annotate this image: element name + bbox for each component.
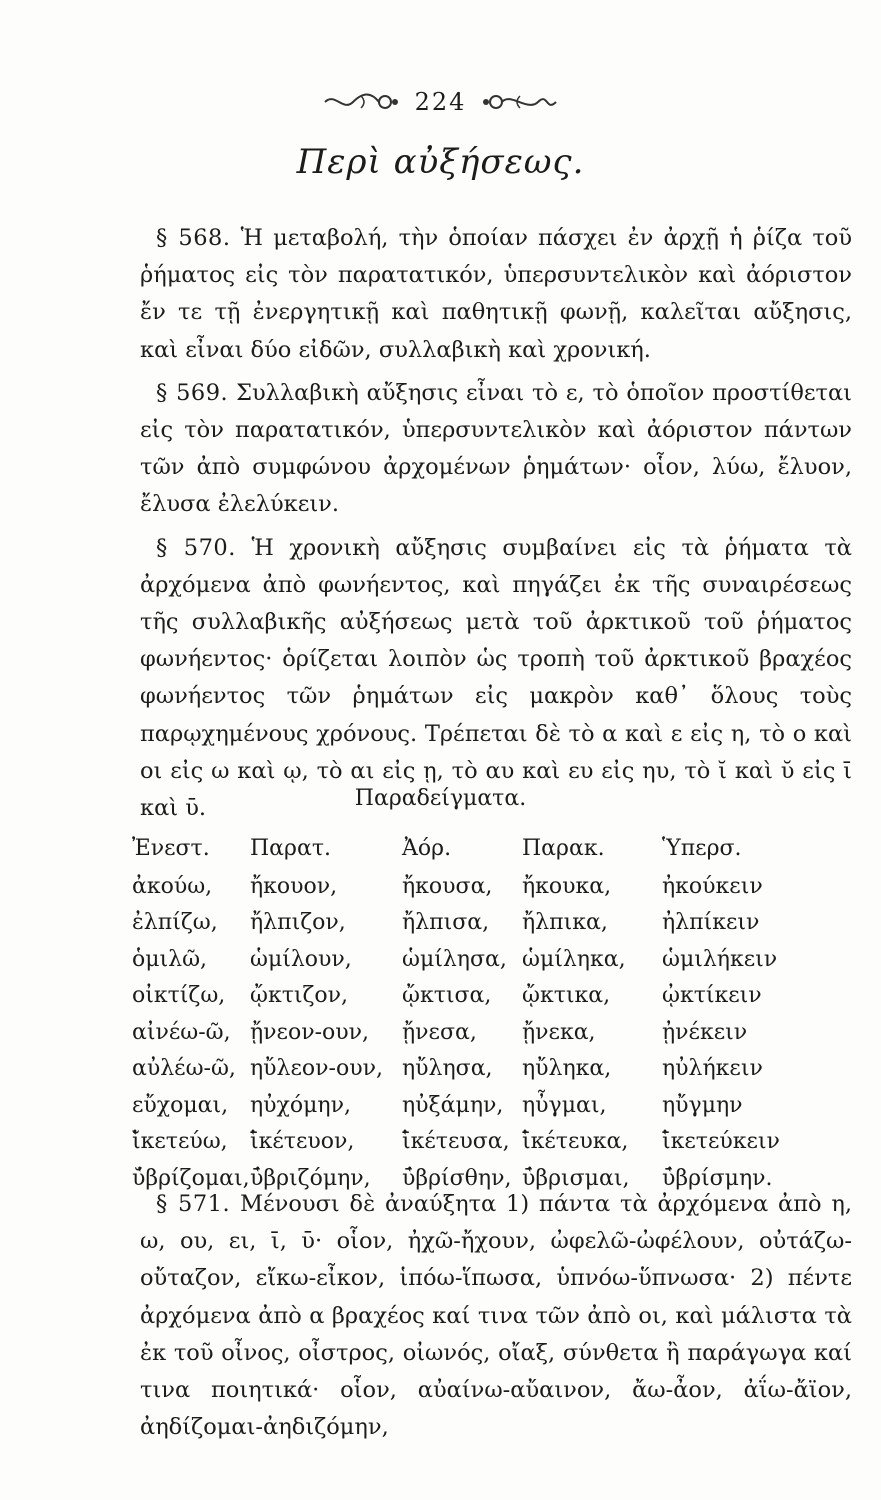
table-row [132,1014,862,1051]
table-cell: ᾔνεκα, [522,1019,596,1045]
page-title: Περὶ αὐξήσεως. [296,142,585,182]
table-cell: ᾤκτιζον, [250,983,349,1009]
table-row [132,1087,862,1124]
column-header: Παρατ. [250,835,331,861]
intro-paragraphs [140,220,852,833]
table-header-row [132,828,862,868]
table-cell: ᾤκτισα, [402,983,492,1009]
table-cell: ἤκουον, [250,873,338,899]
table-cell: ηὖγμαι, [522,1092,607,1118]
table-cell: αὐλέω-ῶ, [132,1056,236,1082]
right-ornament-icon [480,90,560,114]
table-cell: ηὐλήκειν [662,1056,763,1082]
table-cell: ἐλπίζω, [132,910,218,936]
table-cell: ῠ̔βρίζομαι, [132,1165,250,1191]
table-cell: ἤλπικα, [522,910,608,936]
paragraph-569 [140,375,852,524]
table-cell: ῐ̔κετεύω, [132,1129,228,1155]
table-cell: ῡ̔βρισμαι, [522,1165,630,1191]
table-cell: ἀκούω, [132,873,213,899]
table-cell: ἤλπιζον, [250,910,346,936]
table-cell: ῑ̔κέτευκα, [522,1129,629,1155]
table-cell: ὡμίληκα, [522,946,626,972]
table-cell: εὔχομαι, [132,1092,229,1118]
paragraph-text: Μένουσι δὲ ἀναύξητα 1) πάντα τὰ ἀρχόμενα ἀπὸ η, ω, ου, ει, ῑ, ῡ· οἷον, ἠχῶ-ἤχουν, ὠφελῶ-ὠφέλουν, οὐτάζω-οὔταζον, εἴκω-εἶκον, ἱπόω-ἵπωσα, ὑπνόω-ὕπνωσα· 2) πέντε ἀρχόμενα ἀπὸ α βραχέος καί τινα τῶν ἀπὸ οι, καὶ μάλιστα τὰ ἐκ τοῦ οἶνος, οἶστρος, οἰωνός, οἴαξ, σύνθετα ἢ παράγωγα καί τινα ποιητικά· οἷον, αὐαίνω-αὔαινον, ἄω-ἆον, ἀΐω-ἄϊον, ἀηδίζομαι-ἀηδιζόμην, [140,1191,853,1441]
closing-paragraph [140,1186,852,1452]
table-cell: ῡ̔βριζόμην, [250,1165,371,1191]
paragraph-text: Ἡ χρονικὴ αὔξησις συμβαίνει εἰς τὰ ῥήματα τὰ ἀρχόμενα ἀπὸ φωνήεντος, καὶ πηγάζει ἐκ τῆς συναιρέσεως τῆς συλλαβικῆς αὐξήσεως μετὰ τοῦ ἀρκτικοῦ τοῦ ῥήματος φωνήεντος· ὁρίζεται λοιπὸν ὡς τροπὴ τοῦ ἀρκτικοῦ βραχέος φωνήεντος τῶν ῥημάτων εἰς μακρὸν καθ᾽ ὅλους τοὺς παρῳχημένους χρόνους. Τρέπεται δὲ τὸ α καὶ ε εἰς η, τὸ ο καὶ οι εἰς ω καὶ ῳ, τὸ αι εἰς ῃ, τὸ αυ καὶ ευ εἰς ηυ, τὸ ῐ καὶ ῠ εἰς ῑ καὶ ῡ. [140,534,852,822]
page-number: 224 [414,88,467,116]
table-cell: ἠκούκειν [662,873,763,899]
column-header: Ἐνεστ. [132,835,210,861]
table-cell: ᾔνεον-ουν, [250,1019,369,1045]
column-header: Ἀόρ. [402,835,452,861]
conjugation-table [132,828,862,1197]
section-number: § 570. [156,534,236,561]
table-cell: ὁμιλῶ, [132,946,208,972]
table-cell: ηὔλεον-ουν, [250,1056,383,1082]
table-cell: ῑ̔κέτευσα, [402,1129,510,1155]
paragraph-text: Ἡ μεταβολή, τὴν ὁποίαν πάσχει ἐν ἀρχῇ ἡ ῥίζα τοῦ ῥήματος εἰς τὸν παρατατικόν, ὑπερσυντελικὸν καὶ ἀόριστον ἔν τε τῇ ἐνεργητικῇ καὶ παθητικῇ φωνῇ, καλεῖται αὔξησις, καὶ εἶναι δύο εἰδῶν, συλλαβικὴ καὶ χρονική. [140,225,853,363]
left-ornament-icon [321,90,401,114]
table-cell: ῡ̔βρίσθην, [402,1165,512,1191]
table-cell: ᾔνεσα, [402,1019,477,1045]
page-header [0,88,881,116]
table-cell: ᾐνέκειν [662,1019,748,1045]
table-cell: ᾠκτίκειν [662,983,762,1009]
table-cell: ἤκουσα, [402,873,493,899]
table-cell: ηὔλησα, [402,1056,493,1082]
table-cell: ῑ̔κετεύκειν [662,1129,780,1155]
paragraph-570 [140,530,852,828]
table-cell: ηὔγμην [662,1092,743,1118]
table-row [132,868,862,905]
table-cell: οἰκτίζω, [132,983,226,1009]
paragraph-text: Συλλαβικὴ αὔξησις εἶναι τὸ ε, τὸ ὁποῖον προστίθεται εἰς τὸν παρατατικόν, ὑπερσυντελικὸν καὶ ἀόριστον πάντων τῶν ἀπὸ συμφώνου ἀρχομένων ῥημάτων· οἷον, λύω, ἔλυον, ἔλυσα ἐλελύκειν. [140,379,852,518]
table-cell: ἤλπισα, [402,910,490,936]
table-row [132,1051,862,1088]
table-row [132,941,862,978]
column-header: Ὑπερσ. [662,835,742,861]
table-cell: ὡμιλήκειν [662,946,778,972]
table-cell: ἠλπίκειν [662,910,760,936]
column-header: Παρακ. [522,835,605,861]
section-number: § 568. [156,225,231,251]
table-cell: ῡ̔βρίσμην. [662,1165,773,1191]
table-cell: ηὐχόμην, [250,1092,351,1118]
table-row [132,978,862,1015]
table-cell: ἤκουκα, [522,873,612,899]
table-row [132,1124,862,1161]
examples-heading: Παραδείγματα. [354,786,527,811]
table-row [132,905,862,942]
table-cell: ηὐξάμην, [402,1092,504,1118]
paragraph-571 [140,1186,852,1446]
table-cell: ηὔληκα, [522,1056,612,1082]
table-cell: ὡμίλησα, [402,946,507,972]
table-cell: αἰνέω-ῶ, [132,1019,231,1045]
table-cell: ᾤκτικα, [522,983,611,1009]
section-number: § 569. [156,379,229,406]
section-number: § 571. [156,1191,231,1217]
table-cell: ὡμίλουν, [250,946,352,972]
paragraph-568 [140,220,852,369]
table-cell: ῑ̔κέτευον, [250,1129,355,1155]
